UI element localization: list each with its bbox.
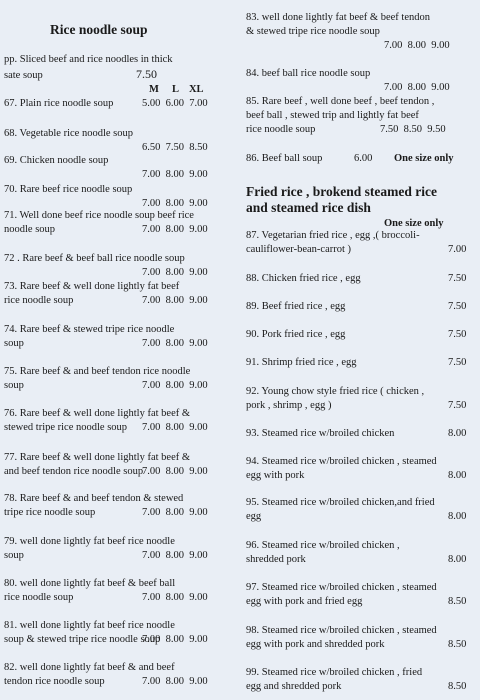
menu-item-prices: 7.00 8.00 9.00 xyxy=(142,295,208,306)
menu-item-prices: 7.00 8.00 9.00 xyxy=(142,224,208,235)
menu-item-prices: 7.00 8.00 9.00 xyxy=(142,676,208,687)
menu-item-name: 87. Vegetarian fried rice , egg ,( broccoli- xyxy=(246,230,420,241)
menu-item-name: pork , shrimp , egg ) xyxy=(246,400,332,411)
menu-item-name: soup xyxy=(4,550,24,561)
section-title-rice-noodle-soup: Rice noodle soup xyxy=(50,22,148,37)
menu-item-name: 82. well done lightly fat beef & and beef xyxy=(4,662,175,673)
menu-item-price: 7.50 xyxy=(448,357,467,368)
menu-item-prices: 7.00 8.00 9.00 xyxy=(142,507,208,518)
menu-item-prices: 7.00 8.00 9.00 xyxy=(142,422,208,433)
menu-item-prices: 7.00 8.00 9.00 xyxy=(142,198,208,209)
menu-item-name: tripe rice noodle soup xyxy=(4,507,96,518)
menu-item-price: 8.00 xyxy=(448,511,467,522)
menu-item-name: 96. Steamed rice w/broiled chicken , xyxy=(246,540,400,551)
menu-item-name: egg xyxy=(246,511,262,522)
menu-item-name: 99. Steamed rice w/broiled chicken , fried xyxy=(246,667,423,678)
menu-item-name: 83. well done lightly fat beef & beef tendon xyxy=(246,12,430,23)
menu-item-price: 7.50 xyxy=(448,400,467,411)
menu-item-price: 7.50 xyxy=(448,301,467,312)
item-pp-line2: sate soup xyxy=(4,70,43,81)
menu-item-name: 79. well done lightly fat beef rice noodle xyxy=(4,536,175,547)
menu-item-name: 81. well done lightly fat beef rice noodle xyxy=(4,620,175,631)
menu-item-name: 68. Vegetable rice noodle soup xyxy=(4,128,133,139)
menu-item-name: beef ball , stewed trip and lightly fat beef xyxy=(246,110,419,121)
menu-item-name: egg with pork xyxy=(246,470,305,481)
menu-item-name: egg with pork and shredded pork xyxy=(246,639,385,650)
menu-item-name: 92. Young chow style fried rice ( chicken , xyxy=(246,386,425,397)
section-title-fried-rice-line2: and steamed rice dish xyxy=(246,200,371,215)
menu-item-price: 7.50 xyxy=(448,329,467,340)
one-size-only-note: One size only xyxy=(394,153,454,164)
menu-item-name: rice noodle soup xyxy=(246,124,316,135)
menu-item-name: 75. Rare beef & and beef tendon rice noodle xyxy=(4,366,191,377)
menu-item-name: 89. Beef fried rice , egg xyxy=(246,301,346,312)
menu-item-name: 98. Steamed rice w/broiled chicken , steamed xyxy=(246,625,437,636)
menu-item-price: 8.50 xyxy=(448,596,467,607)
menu-item-name: 88. Chicken fried rice , egg xyxy=(246,273,361,284)
menu-item-name: rice noodle soup xyxy=(4,592,74,603)
menu-item-prices: 7.00 8.00 9.00 xyxy=(142,267,208,278)
menu-item-name: 78. Rare beef & and beef tendon & stewed xyxy=(4,493,184,504)
menu-item-name: 69. Chicken noodle soup xyxy=(4,155,109,166)
menu-item-prices: 7.00 8.00 9.00 xyxy=(142,592,208,603)
menu-item-name: 76. Rare beef & well done lightly fat beef & xyxy=(4,408,191,419)
menu-item-prices: 7.00 8.00 9.00 xyxy=(142,634,208,645)
menu-item-prices: 7.50 8.50 9.50 xyxy=(380,124,446,135)
menu-item-name: soup & stewed tripe rice noodle soup xyxy=(4,634,161,645)
menu-item-name: shredded pork xyxy=(246,554,306,565)
menu-item-name: & stewed tripe rice noodle soup xyxy=(246,26,380,37)
menu-item-name: 97. Steamed rice w/broiled chicken , steamed xyxy=(246,582,437,593)
menu-item-prices: 5.00 6.00 7.00 xyxy=(142,98,208,109)
menu-item-name: 73. Rare beef & well done lightly fat beef xyxy=(4,281,180,292)
menu-item-name: 91. Shrimp fried rice , egg xyxy=(246,357,357,368)
menu-item-name: 80. well done lightly fat beef & beef ball xyxy=(4,578,176,589)
menu-item-name: 94. Steamed rice w/broiled chicken , steamed xyxy=(246,456,437,467)
menu-item-price: 8.00 xyxy=(448,428,467,439)
menu-item-prices: 7.00 8.00 9.00 xyxy=(142,169,208,180)
menu-item-prices: 6.00 xyxy=(354,153,373,164)
menu-item-prices: 7.00 8.00 9.00 xyxy=(142,338,208,349)
menu-item-name: egg and shredded pork xyxy=(246,681,342,692)
menu-item-price: 8.50 xyxy=(448,639,467,650)
item-pp-line1: pp. Sliced beef and rice noodles in thick xyxy=(4,54,173,65)
menu-item-name: 74. Rare beef & stewed tripe rice noodle xyxy=(4,324,175,335)
menu-item-name: 71. Well done beef rice noodle soup beef rice xyxy=(4,210,194,221)
menu-item-name: 85. Rare beef , well done beef , beef tendon , xyxy=(246,96,435,107)
menu-item-prices: 7.00 8.00 9.00 xyxy=(384,82,450,93)
menu-item-price: 8.00 xyxy=(448,470,467,481)
menu-item-price: 8.00 xyxy=(448,554,467,565)
item-pp-price: 7.50 xyxy=(136,67,157,81)
menu-item-name: 72 . Rare beef & beef ball rice noodle soup xyxy=(4,253,185,264)
size-header: M L XL xyxy=(149,84,204,95)
menu-item-name: soup xyxy=(4,380,24,391)
menu-item-name: 90. Pork fried rice , egg xyxy=(246,329,346,340)
menu-item-name: stewed tripe rice noodle soup xyxy=(4,422,128,433)
menu-item-name: 67. Plain rice noodle soup xyxy=(4,98,114,109)
menu-item-prices: 7.00 8.00 9.00 xyxy=(142,380,208,391)
menu-item-name: 84. beef ball rice noodle soup xyxy=(246,68,371,79)
menu-item-prices: 7.00 8.00 9.00 xyxy=(142,466,208,477)
menu-item-price: 7.00 xyxy=(448,244,467,255)
menu-item-name: 86. Beef ball soup xyxy=(246,153,323,164)
menu-item-name: soup xyxy=(4,338,24,349)
menu-item-name: noodle soup xyxy=(4,224,56,235)
menu-item-price: 8.50 xyxy=(448,681,467,692)
menu-item-name: 93. Steamed rice w/broiled chicken xyxy=(246,428,395,439)
menu-item-name: tendon rice noodle soup xyxy=(4,676,105,687)
menu-item-prices: 7.00 8.00 9.00 xyxy=(142,550,208,561)
menu-item-prices: 6.50 7.50 8.50 xyxy=(142,142,208,153)
menu-item-price: 7.50 xyxy=(448,273,467,284)
menu-item-name: egg with pork and fried egg xyxy=(246,596,363,607)
menu-item-name: 95. Steamed rice w/broiled chicken,and fried xyxy=(246,497,435,508)
section-title-fried-rice: Fried rice , brokend steamed rice xyxy=(246,184,437,199)
menu-item-name: 77. Rare beef & well done lightly fat beef & xyxy=(4,452,191,463)
menu-item-prices: 7.00 8.00 9.00 xyxy=(384,40,450,51)
menu-item-name: cauliflower-bean-carrot ) xyxy=(246,244,352,255)
menu-item-name: rice noodle soup xyxy=(4,295,74,306)
one-size-only-label: One size only xyxy=(384,218,444,229)
menu-item-name: 70. Rare beef rice noodle soup xyxy=(4,184,133,195)
menu-item-name: and beef tendon rice noodle soup xyxy=(4,466,144,477)
